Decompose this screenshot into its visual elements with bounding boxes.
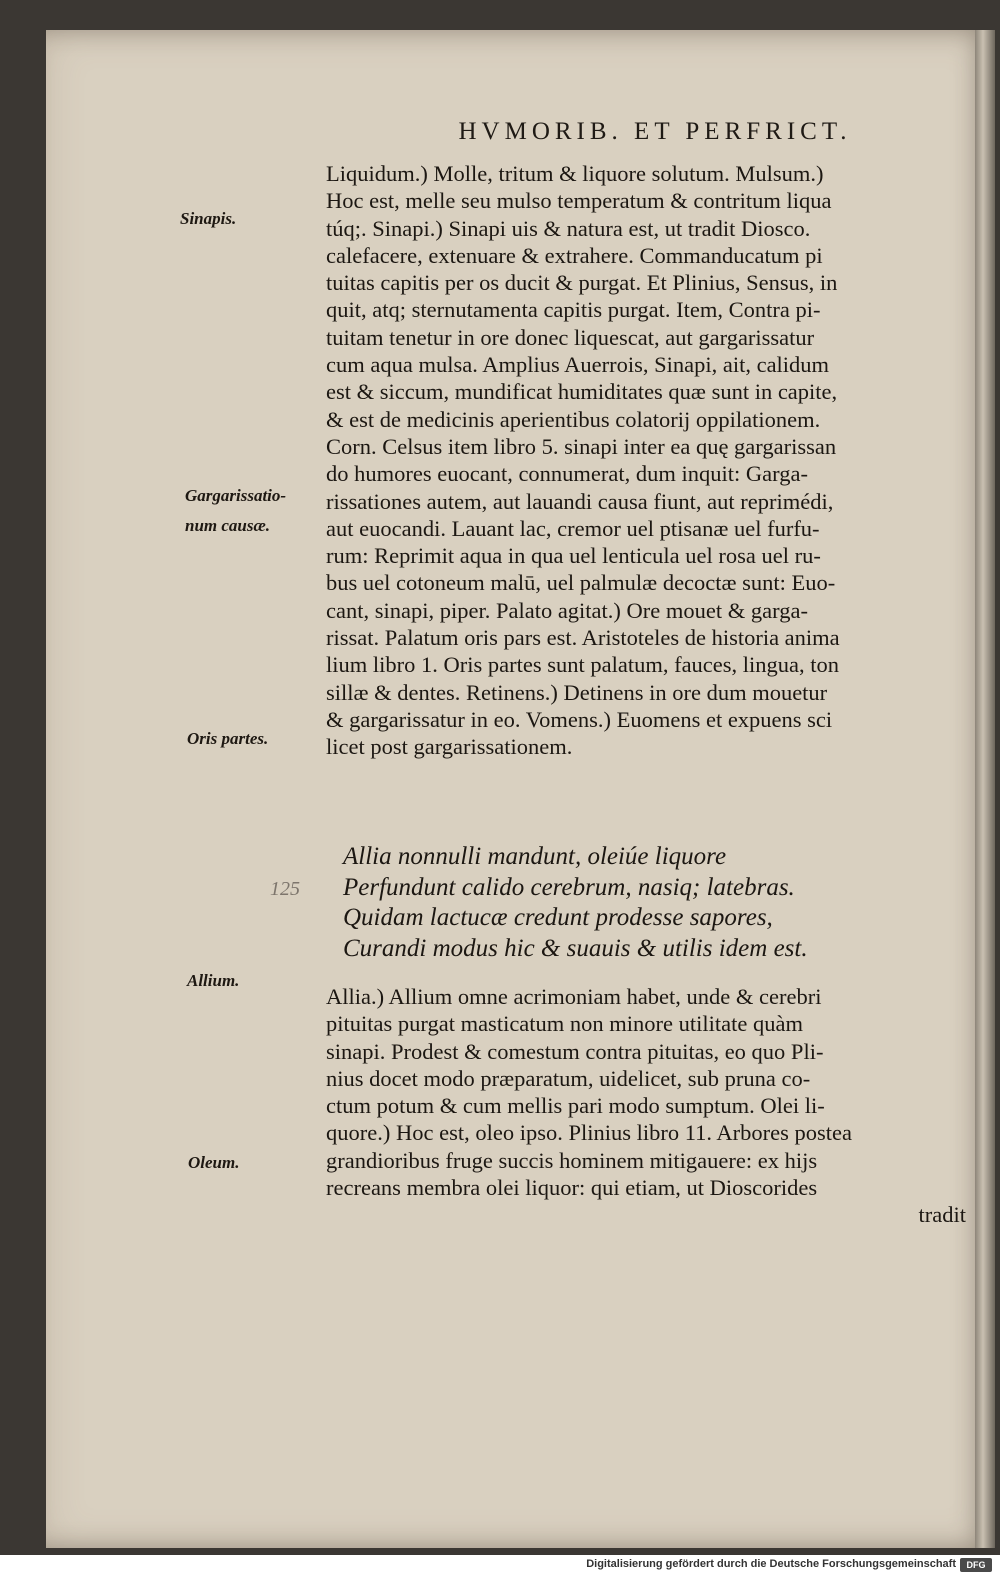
text-line: do humores euocant, connumerat, dum inquit: Garga- — [326, 461, 808, 487]
text-line: rum: Reprimit aqua in qua uel lenticula uel rosa uel ru- — [326, 543, 821, 569]
text-line: aut euocandi. Lauant lac, cremor uel ptisanæ uel furfu- — [326, 515, 820, 541]
margin-note-causae: num causæ. — [185, 516, 271, 535]
page-edge — [975, 30, 995, 1548]
text-line: Liquidum.) Molle, tritum & liquore solutum. Mulsum.) — [326, 161, 824, 186]
folio-number: 125 — [270, 878, 300, 900]
text-line: Allia.) Allium omne acrimoniam habet, unde & cerebri — [326, 984, 822, 1009]
text-line: bus uel cotoneum malū, uel palmulæ decoctæ sunt: Euo- — [326, 570, 836, 596]
margin-note-oleum: Oleum. — [188, 1153, 240, 1172]
text-line: quit, atq; sternutamenta capitis purgat. Item, Contra pi- — [326, 297, 821, 323]
text-line: & est de medicinis aperientibus colatorij oppilationem. — [326, 406, 821, 432]
verse-block — [343, 842, 943, 964]
text-line: túq;. Sinapi.) Sinapi uis & natura est, ut tradit Diosco. — [326, 215, 811, 241]
text-line: licet post gargarissationem. — [326, 734, 573, 760]
margin-note-allium: Allium. — [187, 971, 240, 990]
verse-line: Quidam lactucæ credunt prodesse sapores, — [343, 904, 773, 931]
text-line: ctum potum & cum mellis pari modo sumptum. Olei li- — [326, 1093, 825, 1119]
verse-line: Perfundunt calido cerebrum, nasiq; latebras. — [343, 873, 795, 901]
funding-credit: Digitalisierung gefördert durch die Deutsche Forschungsgemeinschaft — [586, 1558, 956, 1570]
text-line: tuitas capitis per os ducit & purgat. Et Plinius, Sensus, in — [326, 270, 838, 296]
text-line: sillæ & dentes. Retinens.) Detinens in ore dum mouetur — [326, 679, 828, 705]
verse-line: Allia nonnulli mandunt, oleiúe liquore — [343, 843, 727, 870]
text-line: nius docet modo præparatum, uidelicet, sub pruna co- — [326, 1065, 811, 1091]
text-line: cant, sinapi, piper. Palato agitat.) Ore mouet & garga- — [326, 597, 808, 623]
margin-note-oris-partes: Oris partes. — [187, 729, 269, 748]
text-line: quore.) Hoc est, oleo ipso. Plinius libro 11. Arbores postea — [326, 1120, 852, 1146]
text-line: sinapi. Prodest & comestum contra pituitas, eo quo Pli- — [326, 1038, 824, 1064]
text-line: Corn. Celsus item libro 5. sinapi inter ea quę gargarissan — [326, 433, 837, 459]
text-line: tuitam tenetur in ore donec liquescat, aut gargarissatur — [326, 324, 815, 350]
commentary-block-1 — [326, 160, 966, 761]
margin-note-gargarissatio: Gargarissatio- — [185, 486, 287, 505]
catchword: tradit — [918, 1202, 966, 1228]
text-line: est & siccum, mundificat humiditates quæ sunt in capite, — [326, 379, 838, 405]
text-line: & gargarissatur in eo. Vomens.) Euomens et expuens sci — [326, 706, 833, 732]
text-line: pituitas purgat masticatum non minore utilitate quàm — [326, 1011, 803, 1037]
text-line: rissat. Palatum oris pars est. Aristoteles de historia anima — [326, 625, 840, 651]
text-line: Hoc est, melle seu mulso temperatum & contritum liqua — [326, 188, 832, 214]
margin-note-sinapis: Sinapis. — [180, 209, 237, 228]
commentary-block-2 — [326, 983, 966, 1229]
running-header: HVMORIB. ET PERFRICT. — [458, 118, 852, 145]
text-line: cum aqua mulsa. Amplius Auerrois, Sinapi, ait, calidum — [326, 352, 830, 378]
text-line: grandioribus fruge succis hominem mitigauere: ex hijs — [326, 1147, 818, 1173]
text-line: rissationes autem, aut lauandi causa fiunt, aut reprimédi, — [326, 488, 834, 514]
text-line: recreans membra olei liquor: qui etiam, ut Dioscorides — [326, 1175, 818, 1201]
text-line: calefacere, extenuare & extrahere. Commanducatum pi — [326, 242, 823, 268]
text-line: lium libro 1. Oris partes sunt palatum, fauces, lingua, ton — [326, 652, 840, 678]
dfg-logo-icon: DFG — [960, 1558, 992, 1572]
verse-line: Curandi modus hic & suauis & utilis idem est. — [343, 934, 808, 962]
